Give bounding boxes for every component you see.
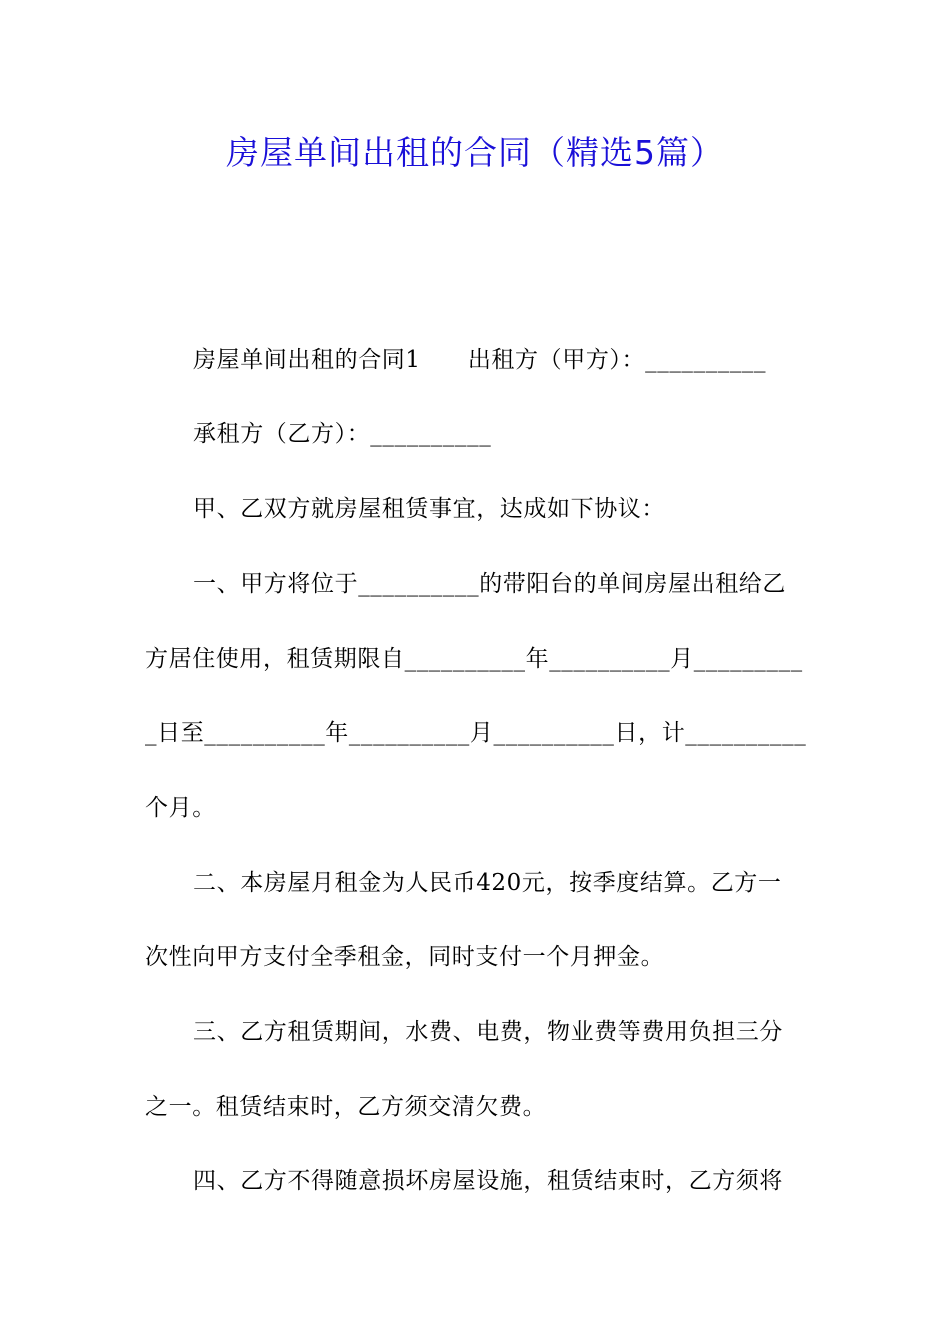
agreement-intro-line: 甲、乙双方就房屋租赁事宜，达成如下协议： [193,496,665,522]
clause-4-line-1: 四、乙方不得随意损坏房屋设施，租赁结束时，乙方须将 [193,1168,783,1194]
clause-3-line-2: 之一。租赁结束时，乙方须交清欠费。 [145,1094,547,1120]
clause-1-line-4: 个月。 [145,795,216,821]
clause-2-line-2: 次性向甲方支付全季租金，同时支付一个月押金。 [145,944,665,970]
clause-2-line-1: 二、本房屋月租金为人民币420元，按季度结算。乙方一 [193,870,782,896]
clause-1-line-3: _日至__________年__________月__________日，计__________ [145,720,807,746]
document-title: 房屋单间出租的合同（精选5篇） [226,133,724,172]
clause-3-line-1: 三、乙方租赁期间，水费、电费，物业费等费用负担三分 [193,1019,783,1045]
clause-1-line-2: 方居住使用，租赁期限自__________年__________月_________ [145,646,803,672]
tenant-party-line: 承租方（乙方）：__________ [193,421,492,447]
contract-heading-line: 房屋单间出租的合同1 出租方（甲方）：__________ [193,347,767,373]
clause-1-line-1: 一、甲方将位于__________的带阳台的单间房屋出租给乙 [193,571,786,597]
